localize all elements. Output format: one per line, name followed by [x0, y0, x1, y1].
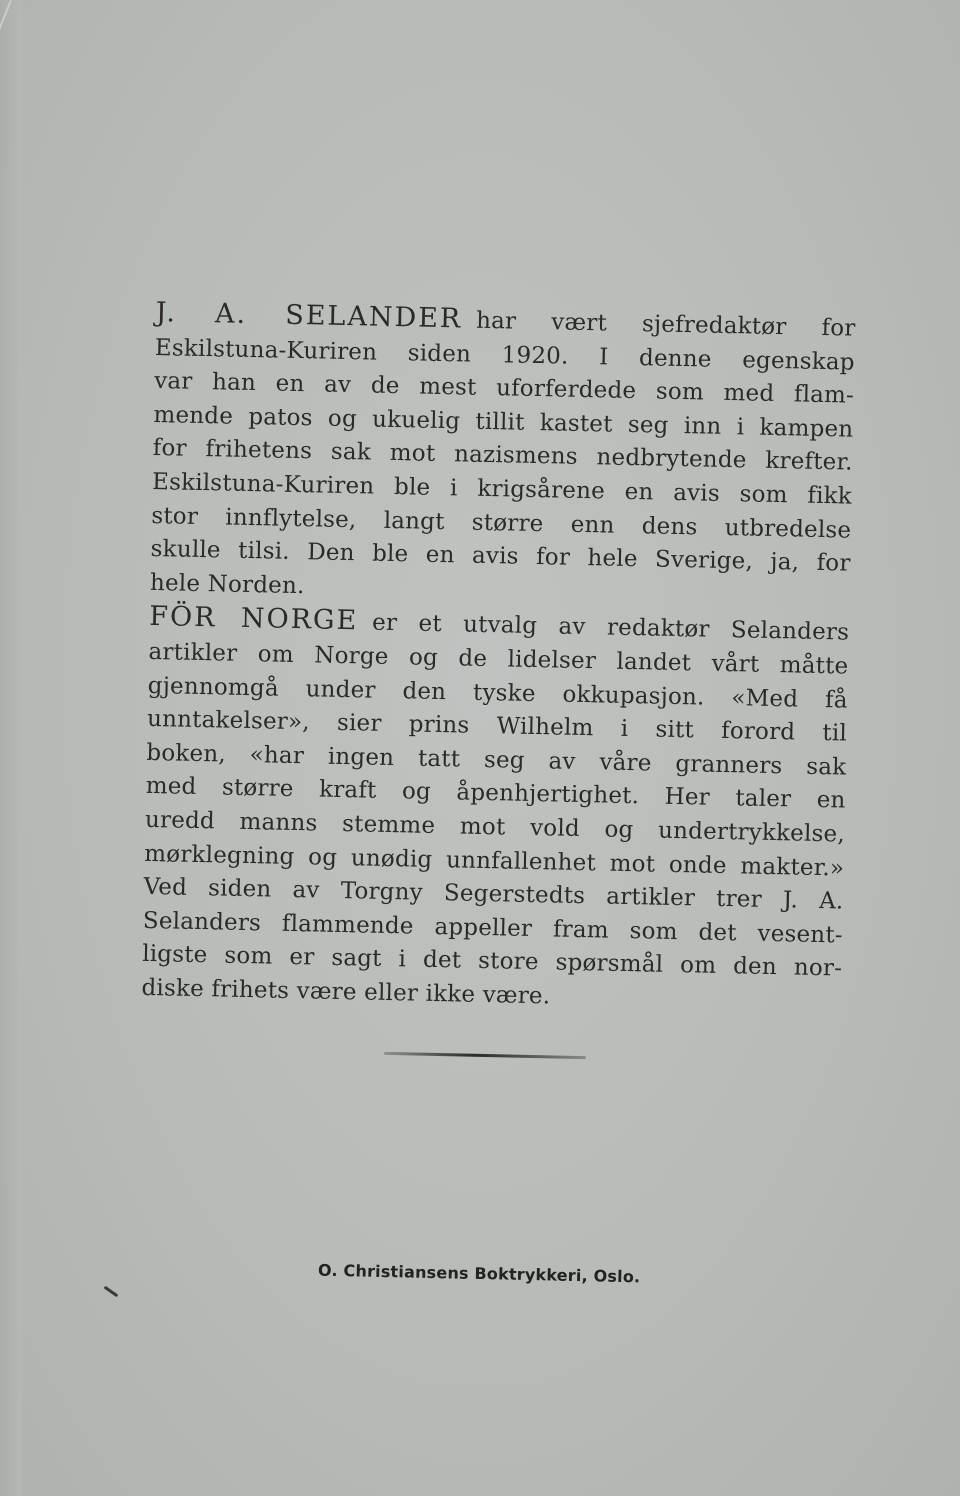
blurb-line: boken, «har ingen tatt seg av våre granners sak: [146, 739, 847, 781]
blurb-line: hele Norden.: [149, 569, 305, 599]
blurb-line: Ved siden av Torgny Segerstedts artikler trer J. A.: [143, 873, 844, 915]
blurb-text: [141, 296, 856, 1020]
blurb-line: ligste som er sagt i det store spørsmål om den nor-: [141, 941, 843, 982]
blurb-line: J. A. SELANDER har vært sjefredaktør for: [155, 296, 856, 342]
page-edge-shadow: [0, 0, 22, 1496]
printer-colophon: O. Christiansens Boktrykkeri, Oslo.: [317, 1260, 641, 1287]
ornamental-divider: [384, 1052, 586, 1059]
blurb-line: unntakelser», sier prins Wilhelm i sitt forord til: [146, 706, 848, 747]
blurb-line: gjennomgå under den tyske okkupasjon. «Med få: [147, 672, 848, 714]
blurb-line: for frihetens sak mot nazismens nedbrytende krefter.: [152, 435, 853, 476]
blurb-line: FÖR NORGE er et utvalg av redaktør Selanders: [148, 601, 850, 646]
blurb-line: diske frihets være eller ikke være.: [141, 974, 551, 1010]
blurb-line: stor innflytelse, langt større enn dens utbredelse: [151, 502, 852, 544]
blurb-line: med større kraft og åpenhjertighet. Her taler en: [145, 773, 846, 814]
blurb-line: mørklegning og unødig unnfallenhet mot onde makter.»: [144, 840, 845, 882]
blurb-line: Eskilstuna-Kuriren siden 1920. I denne egenskap: [154, 334, 856, 376]
book-title-caps: FÖR NORGE: [148, 601, 359, 637]
blurb-line: var han en av de mest uforferdede som med flam-: [153, 368, 855, 409]
ink-mark: [104, 1286, 119, 1298]
blurb-line: Selanders flammende appeller fram som det vesent-: [142, 907, 844, 949]
blurb-line: mende patos og ukuelig tillit kastet seg inn i kampen: [153, 401, 854, 443]
blurb-line: skulle tilsi. Den ble en avis for hele Sverige, ja, for: [150, 536, 851, 577]
blurb-line: artikler om Norge og de lidelser landet vårt måtte: [148, 638, 849, 680]
blurb-line: Eskilstuna-Kuriren ble i krigsårene en avis som fikk: [151, 468, 853, 510]
author-name-caps: J. A. SELANDER: [155, 296, 463, 335]
blurb-line: uredd manns stemme mot vold og undertrykkelse,: [144, 806, 846, 848]
